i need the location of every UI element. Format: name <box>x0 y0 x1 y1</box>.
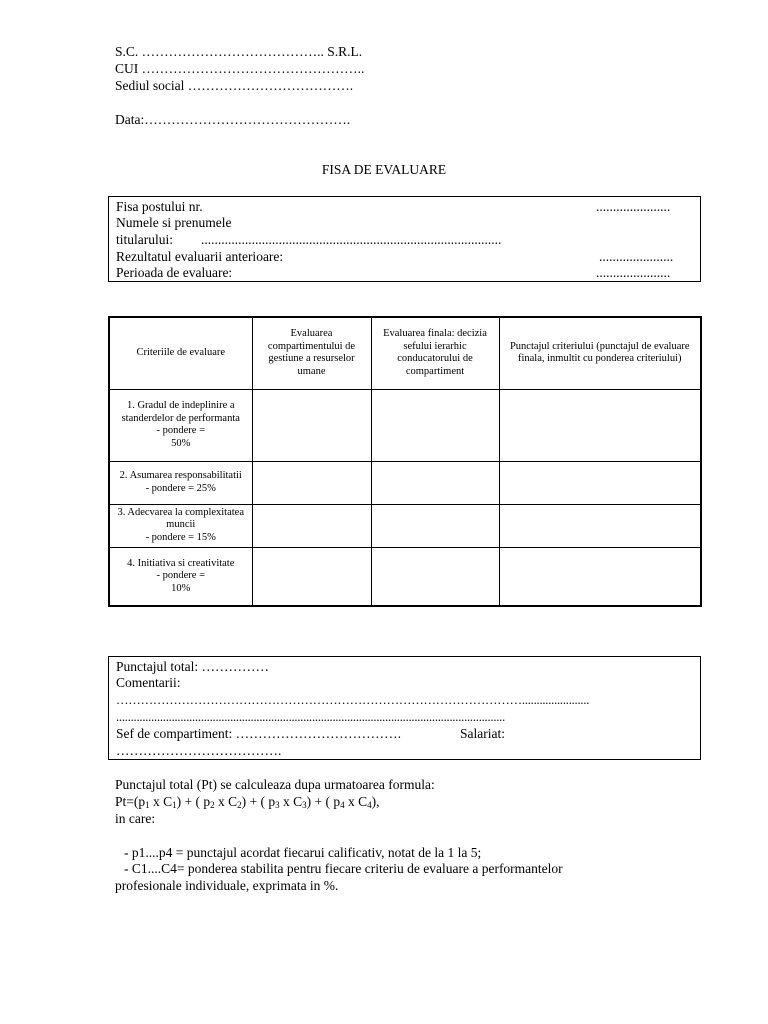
formula-item-1: - p1....p4 = punctajul acordat fiecarui calificativ, notat de la 1 la 5; <box>124 845 482 860</box>
criteria-cell <box>109 504 252 547</box>
empty-cell[interactable] <box>252 389 371 461</box>
table-row <box>109 389 701 461</box>
empty-cell[interactable] <box>499 461 701 504</box>
table-header-row <box>109 317 701 389</box>
empty-cell[interactable] <box>252 461 371 504</box>
header-punctaj-criteriu: Punctajul criteriului (punctajul de evaluare finala, inmultit cu ponderea criteriului) <box>499 317 701 389</box>
header-evaluare-compartiment: Evaluarea compartimentului de gestiune a resurselor umane <box>252 317 371 389</box>
formula-item-3: profesionale individuale, exprimata in %. <box>115 878 339 893</box>
sef-compartiment-line: Sef de compartiment: ………………………………. <box>116 726 401 741</box>
empty-cell[interactable] <box>371 389 499 461</box>
criteria-text: 4. Initiativa si creativitate <box>127 557 235 569</box>
criteria-weight: - pondere = 15% <box>145 531 216 543</box>
titular-label: titularului: <box>116 232 173 247</box>
rezultat-label: Rezultatul evaluarii anterioare: <box>116 249 284 264</box>
empty-cell[interactable] <box>252 547 371 606</box>
in-care-label: in care: <box>115 811 156 826</box>
comments-dots-1: ………………………………………………………………………………………....................... <box>116 693 590 707</box>
criteria-text: 3. Adecvarea la complexitatea muncii <box>117 506 245 531</box>
rezultat-dots: ...................... <box>599 249 674 264</box>
sediu-line: Sediul social ………………………………. <box>115 78 354 93</box>
formula-expression: $Pt=(p_1$ x $C_1$) + ( $p_2$ x $C_2$) + ( $p_3$ x $C_3$) + ( $p_4$ x $C_4$), <box>115 794 380 810</box>
perioada-label: Perioada de evaluare: <box>116 265 233 280</box>
document-title: FISA DE EVALUARE <box>321 162 447 177</box>
empty-cell[interactable] <box>371 504 499 547</box>
empty-cell[interactable] <box>371 547 499 606</box>
criteria-table <box>108 316 702 607</box>
criteria-percent: 10% <box>171 582 191 594</box>
perioada-dots: ...................... <box>596 265 671 280</box>
formula-intro: Punctajul total (Pt) se calculeaza dupa urmatoarea formula: <box>115 777 435 792</box>
criteria-cell <box>109 389 252 461</box>
empty-cell[interactable] <box>252 504 371 547</box>
info-box <box>108 196 701 282</box>
header-criterii: Criteriile de evaluare <box>109 317 252 389</box>
punctaj-total-line: Punctajul total: …………… <box>116 659 269 674</box>
empty-cell[interactable] <box>499 547 701 606</box>
criteria-text: 1. Gradul de indeplinire a standerdelor de performanta <box>121 400 240 424</box>
comentarii-label: Comentarii: <box>116 675 181 690</box>
fisa-label: Fisa postului nr. <box>116 199 203 214</box>
header-evaluare-finala: Evaluarea finala: decizia sefului ierarhic conducatorului de compartiment <box>371 317 499 389</box>
criteria-weight: - pondere = <box>156 570 205 581</box>
criteria-text: 2. Asumarea responsabilitatii <box>119 470 242 481</box>
salariat-label: Salariat: <box>460 726 505 741</box>
company-line: S.C. ………………………………….. S.R.L. <box>115 44 363 59</box>
table-row <box>109 547 701 606</box>
criteria-weight: - pondere = 25% <box>145 482 216 494</box>
numele-label: Numele si prenumele <box>116 215 232 230</box>
empty-cell[interactable] <box>499 389 701 461</box>
fisa-dots: ...................... <box>596 199 671 214</box>
criteria-percent: 50% <box>171 437 191 449</box>
criteria-cell <box>109 547 252 606</box>
cui-line: CUI ………………………………………….. <box>115 61 365 76</box>
empty-cell[interactable] <box>371 461 499 504</box>
date-line: Data:………………………………………. <box>115 112 351 127</box>
table-row <box>109 504 701 547</box>
total-box <box>108 656 701 760</box>
titular-dots: ......................................................................................... <box>201 232 502 247</box>
formula-prefix: Pt=(p <box>115 794 146 809</box>
table-row <box>109 461 701 504</box>
criteria-cell <box>109 461 252 504</box>
formula-item-2: - C1....C4= ponderea stabilita pentru fiecare criteriu de evaluare a performantelor <box>124 861 563 876</box>
empty-cell[interactable] <box>499 504 701 547</box>
salariat-dots: ………………………………. <box>116 743 282 758</box>
criteria-weight: - pondere = <box>156 425 205 436</box>
comments-dots-2: ..................................................................................................................................... <box>116 710 506 724</box>
